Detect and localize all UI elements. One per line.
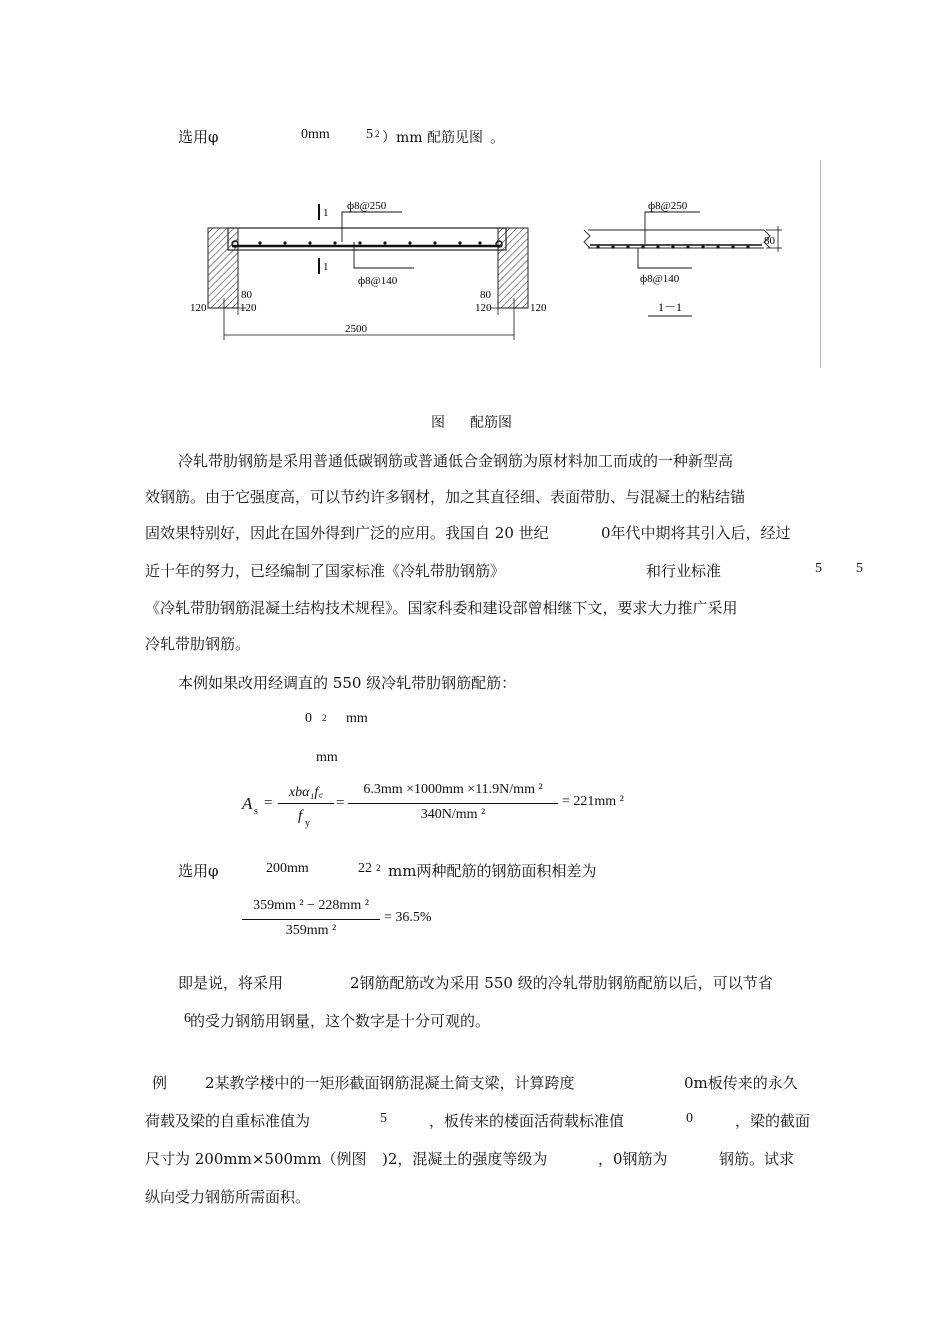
formula1-result: = 221mm ² <box>562 794 624 809</box>
section-mark-top-label: 1 <box>323 207 329 219</box>
formula2-den: 359mm ² <box>285 923 337 938</box>
margin-rule <box>820 160 821 368</box>
example-line2-c: ，板传来的楼面活荷载标准值 <box>429 1112 625 1130</box>
dim-80-right: 80 <box>480 289 491 301</box>
area-difference-text: mm两种配筋的钢筋面积相差为 <box>388 862 597 880</box>
formula1-eq-a: = <box>264 795 273 811</box>
formula1-lhs: A <box>242 794 253 813</box>
formula1-fraction-bar1 <box>278 803 334 804</box>
paragraph2: 本例如果改用经调直的 550 级冷轧带肋钢筋配筋： <box>178 674 517 692</box>
area-fragment: 22 <box>358 861 372 876</box>
example-line1: 2某教学楼中的一矩形截面钢筋混凝土简支梁，计算跨度 <box>205 1074 575 1092</box>
mm-fragment: 0mm <box>301 127 330 142</box>
figure-caption-prefix: 图 <box>431 415 445 431</box>
break-mark-left <box>584 230 590 248</box>
section-label-top: ф8@250 <box>648 200 688 212</box>
example-line3-c: ，0钢筋为 <box>598 1150 668 1168</box>
distribution-bars <box>258 241 481 244</box>
paragraph1-line5: 《冷轧带肋钢筋混凝土结构技术规程》。国家科委和建设部曾相继下文，要求大力推广采用 <box>145 599 738 617</box>
dim-80-left: 80 <box>241 289 252 301</box>
formula1-lhs-sub: s <box>254 806 258 817</box>
example-line3-a: 尺寸为 200mm×500mm（例图 <box>145 1150 367 1168</box>
formula2-fraction-bar <box>242 919 380 920</box>
dim-120-right-b: 120 <box>530 302 547 314</box>
paragraph1-line4-num-a: 5 <box>815 561 822 576</box>
eq-fragment-zero: 0 <box>305 711 312 726</box>
left-wall <box>208 228 238 308</box>
formula1-den1: f <box>298 808 303 824</box>
paragraph1-line2: 效钢筋。由于它强度高，可以节约许多钢材，加之其直径细、表面带肋、与混凝土的粘结锚 <box>145 488 746 506</box>
paragraph1-line6: 冷轧带肋钢筋。 <box>145 635 251 653</box>
figure-reference-text: ）mm 配筋见图 <box>382 130 484 146</box>
spacing-fragment: 200mm <box>266 861 309 876</box>
formula1-num1: xbα₁f꜀ <box>288 785 324 800</box>
thickness-dimension: 80 <box>764 235 775 247</box>
paragraph1-line4-num-b: 5 <box>856 561 863 576</box>
formula1-den1-sub: y <box>305 818 310 829</box>
paragraph3-line2: 的受力钢筋用钢量，这个数字是十分可观的。 <box>190 1012 491 1030</box>
area-fragment-sup: 2 <box>376 863 381 873</box>
paragraph1-line3-tail: 0年代中期将其引入后，经过 <box>601 524 791 542</box>
paragraph1-line4-mid: 和行业标准 <box>646 562 722 580</box>
paragraph3-line1-end: 2钢筋配筋改为采用 550 级的冷轧带肋钢筋配筋以后，可以节省 <box>350 974 773 992</box>
paragraph3-line1-start: 即是说，将采用 <box>178 974 284 992</box>
example-label: 例 <box>152 1074 168 1092</box>
dim-120-left-a: 120 <box>190 302 207 314</box>
rebar-label-top-left: ф8@250 <box>347 200 387 212</box>
formula1-num2: 6.3mm ×1000mm ×11.9N/mm ² <box>363 782 543 797</box>
formula-percentage <box>242 896 482 946</box>
span-dimension: 2500 <box>345 323 367 335</box>
formula1-eq-b: = <box>336 795 345 811</box>
section-title: 1－1 <box>657 300 683 314</box>
rebar-label-bottom-left: ф8@140 <box>358 275 398 287</box>
example-line2-e: ，梁的截面 <box>735 1112 811 1130</box>
example-line3-b: )2，混凝土的强度等级为 <box>382 1150 548 1168</box>
section-mark-bottom-label: 1 <box>323 261 329 273</box>
formula2-num: 359mm ² − 228mm ² <box>253 898 369 913</box>
formula1-den2: 340N/mm ² <box>420 807 486 822</box>
section-label-bottom: ф8@140 <box>640 273 680 285</box>
example-line2-a: 荷载及梁的自重标准值为 <box>145 1112 311 1130</box>
formula1-fraction-bar2 <box>348 803 558 804</box>
formula2-result: = 36.5% <box>384 910 432 925</box>
select-phi-text-2: 选用φ <box>178 862 219 880</box>
select-phi-text: 选用φ <box>178 128 219 146</box>
paragraph3-line2-lead: 6 <box>184 1011 191 1026</box>
section-leader-bottom <box>638 248 692 268</box>
superscript-2: 2 <box>375 129 380 139</box>
paragraph1-line4: 近十年的努力，已经编制了国家标准《冷轧带肋钢筋》 <box>145 562 506 580</box>
section-leader-top <box>645 212 700 244</box>
figure-caption: 配筋图 <box>470 415 512 431</box>
formula-steel-area <box>242 780 662 836</box>
dim-120-left-b: 120 <box>240 302 257 314</box>
number-fragment: 5 <box>366 127 373 142</box>
dim-120-right-a: 120 <box>475 302 492 314</box>
reinforcement-figure <box>180 190 800 350</box>
paragraph1-line1: 冷轧带肋钢筋是采用普通低碳钢筋或普通低合金钢筋为原材料加工而成的一种新型高 <box>178 452 734 470</box>
example-line1-tail: 0m板传来的永久 <box>684 1074 798 1092</box>
example-line2-d: 0 <box>686 1111 693 1126</box>
leader-top-left <box>342 212 402 242</box>
example-line3-d: 钢筋。试求 <box>719 1150 795 1168</box>
example-line2-b: 5 <box>380 1111 387 1126</box>
eq-fragment-mm-a: mm <box>346 711 368 726</box>
eq-fragment-mm-b: mm <box>316 750 338 765</box>
paragraph1-line3: 固效果特别好，因此在国外得到广泛的应用。我国自 20 世纪 <box>145 524 549 542</box>
right-wall <box>498 228 528 308</box>
example-line4: 纵向受力钢筋所需面积。 <box>145 1188 311 1206</box>
eq-fragment-sup: 2 <box>322 713 327 723</box>
period-mark: 。 <box>490 128 506 146</box>
